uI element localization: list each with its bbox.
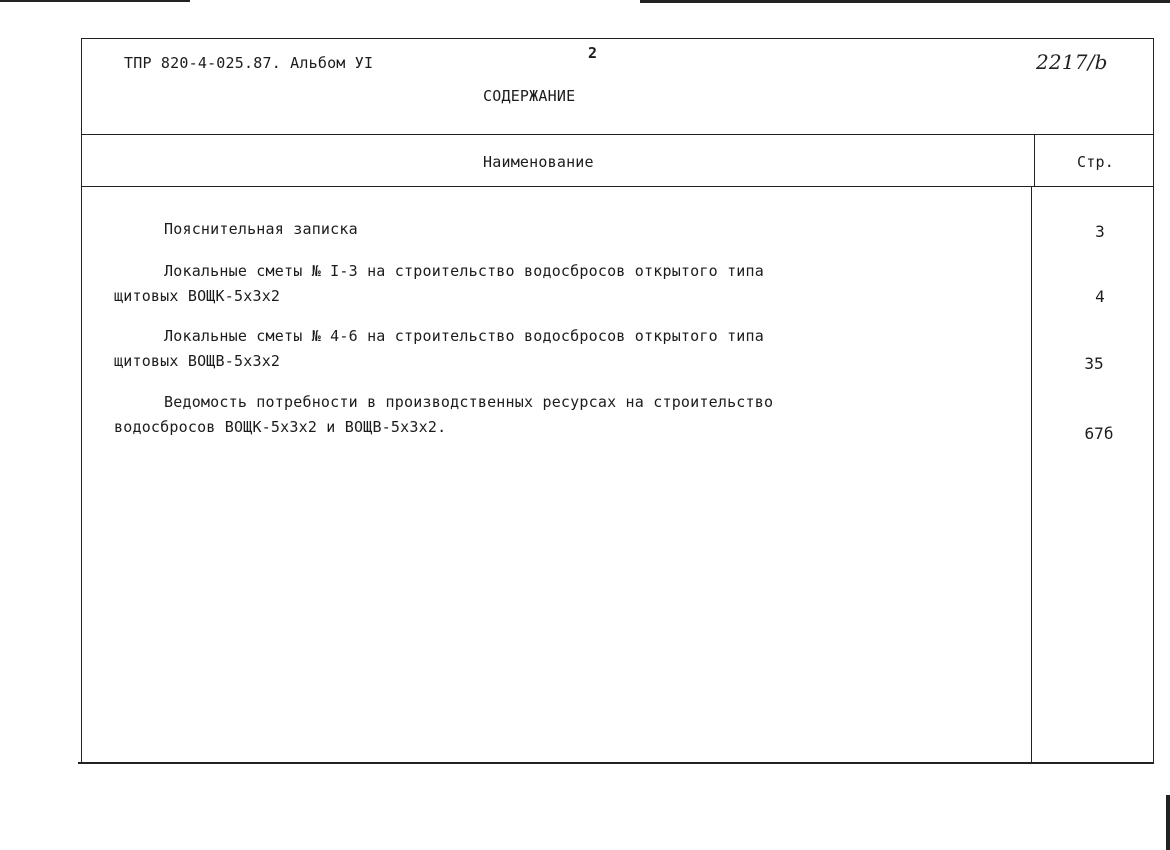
entry-1-page: 3 bbox=[1095, 222, 1105, 241]
entry-1-line1: Пояснительная записка bbox=[164, 220, 358, 238]
scan-edge-right bbox=[1166, 795, 1170, 850]
frame-right bbox=[1153, 38, 1154, 763]
column-header-bottom-line bbox=[82, 186, 1154, 187]
entry-3-page: 35 bbox=[1084, 354, 1104, 373]
entry-3-line1: Локальные сметы № 4-6 на строительство водосбросов открытого типа bbox=[164, 327, 764, 345]
top-edge-line bbox=[0, 0, 190, 2]
top-edge-line-right bbox=[640, 0, 1170, 3]
entry-4-line2: водосбросов ВОЩК-5х3х2 и ВОЩВ-5х3х2. bbox=[114, 418, 447, 436]
column-divider bbox=[1034, 135, 1035, 187]
frame-bottom bbox=[78, 762, 1154, 764]
entry-2-line2: щитовых ВОЩК-5х3х2 bbox=[114, 287, 281, 305]
handwritten-mark: 2217/b bbox=[1036, 50, 1108, 74]
page-title: СОДЕРЖАНИЕ bbox=[483, 87, 576, 105]
column-divider-body bbox=[1031, 187, 1032, 763]
column-header-page: Стр. bbox=[1077, 153, 1114, 171]
page-number: 2 bbox=[588, 44, 598, 62]
document-code: ТПР 820-4-025.87. Альбом УI bbox=[124, 54, 374, 72]
entry-3-line2: щитовых ВОЩВ-5х3х2 bbox=[114, 352, 281, 370]
entry-2-page: 4 bbox=[1095, 287, 1105, 306]
frame-top bbox=[82, 38, 1154, 39]
entry-4-page: 67б bbox=[1084, 424, 1114, 443]
entry-2-line1: Локальные сметы № I-3 на строительство водосбросов открытого типа bbox=[164, 262, 764, 280]
entry-4-line1: Ведомость потребности в производственных ресурсах на строительство bbox=[164, 393, 774, 411]
header-divider-line bbox=[82, 134, 1154, 135]
frame-left bbox=[81, 38, 82, 763]
column-header-name: Наименование bbox=[483, 153, 594, 171]
